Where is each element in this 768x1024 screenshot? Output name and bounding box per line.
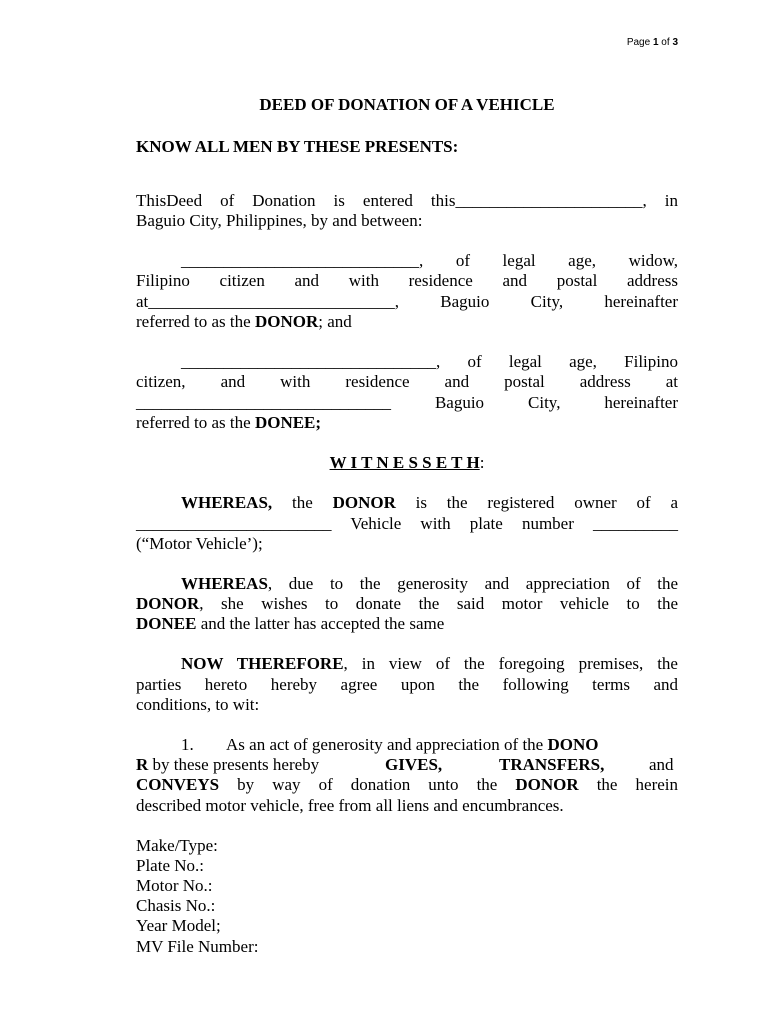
donee-line-2: citizen, and with residence and postal address at: [136, 372, 678, 391]
donee-line-1: ______________________________, of legal age, Filipino: [181, 352, 678, 371]
intro-line-1: ThisDeed of Donation is entered this______________________, in: [136, 191, 678, 210]
donee-line-3: ______________________________ Baguio City, hereinafter: [136, 393, 678, 412]
now-therefore-line-2: parties hereto hereby agree upon the following terms and: [136, 675, 678, 694]
intro-line-2: Baguio City, Philippines, by and between:: [136, 211, 423, 230]
donor-line-1: ____________________________, of legal age, widow,: [181, 251, 678, 270]
field-plate-no: Plate No.:: [136, 856, 204, 875]
item1-line-4: described motor vehicle, free from all liens and encumbrances.: [136, 796, 564, 815]
field-motor-no: Motor No.:: [136, 876, 213, 895]
field-make-type: Make/Type:: [136, 836, 218, 855]
donor-line-2: Filipino citizen and with residence and postal address: [136, 271, 678, 290]
donee-line-4: referred to as the DONEE;: [136, 413, 322, 432]
item1-gives: GIVES,: [385, 755, 443, 774]
whereas2-line-3: DONEE and the latter has accepted the same: [136, 614, 445, 633]
field-mv-file-number: MV File Number:: [136, 937, 259, 956]
item1-and: and: [649, 755, 674, 774]
item1-line-1: As an act of generosity and appreciation of the DONO: [226, 735, 599, 754]
document-title: DEED OF DONATION OF A VEHICLE: [259, 95, 555, 114]
donor-line-4: referred to as the DONOR; and: [136, 312, 352, 331]
item1-transfers: TRANSFERS,: [499, 755, 605, 774]
whereas1-line-1: WHEREAS, the DONOR is the registered owner of a: [181, 493, 678, 512]
page-number: Page 1 of 3: [626, 37, 678, 48]
item1-line-2a: R by these presents hereby: [136, 755, 320, 774]
donor-line-3: at_____________________________, Baguio City, hereinafter: [136, 292, 678, 311]
whereas1-line-2: _______________________ Vehicle with plate number __________: [136, 514, 678, 533]
now-therefore-line-1: NOW THEREFORE, in view of the foregoing premises, the: [181, 654, 678, 673]
field-year-model: Year Model;: [136, 916, 221, 935]
field-chasis-no: Chasis No.:: [136, 896, 216, 915]
whereas1-line-3: (“Motor Vehicle’);: [136, 534, 263, 553]
whereas2-line-2: DONOR, she wishes to donate the said motor vehicle to the: [136, 594, 678, 613]
preamble: KNOW ALL MEN BY THESE PRESENTS:: [136, 137, 459, 156]
witnesseth-heading: W I T N E S S E T H:: [329, 453, 485, 472]
now-therefore-line-3: conditions, to wit:: [136, 695, 260, 714]
item1-number: 1.: [181, 735, 194, 754]
whereas2-line-1: WHEREAS, due to the generosity and appreciation of the: [181, 574, 678, 593]
item1-line-3: CONVEYS by way of donation unto the DONOR the herein: [136, 775, 678, 794]
